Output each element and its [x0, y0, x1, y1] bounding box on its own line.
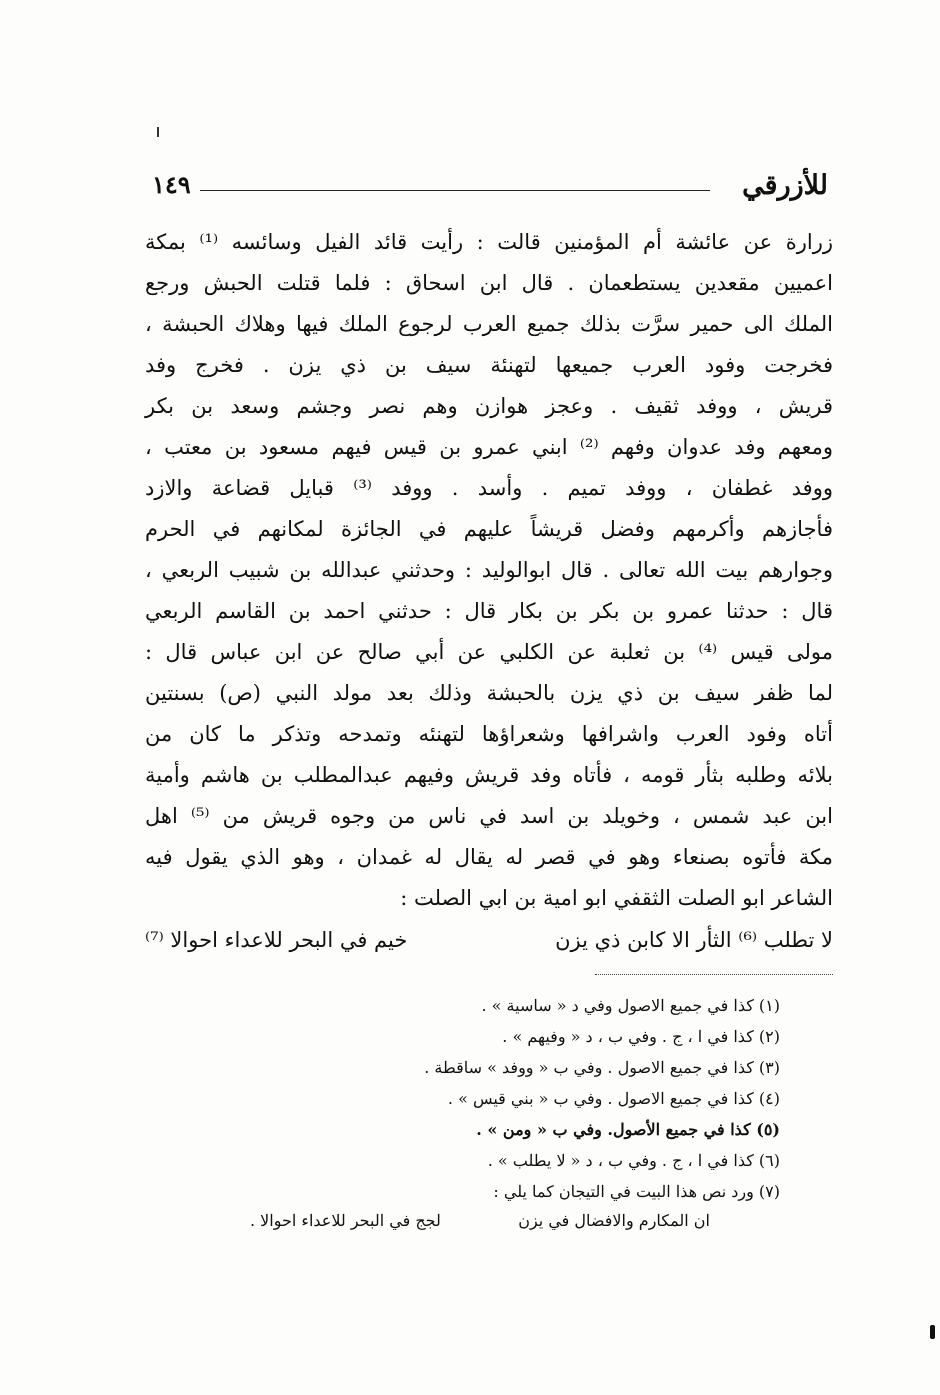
text-line: مكة فأتوه بصنعاء وهو في قصر له يقال له غمدان ، وهو الذي يقول فيه [145, 845, 833, 869]
verse-first-hemistich: لا تطلب ⁽⁶⁾ الثأر الا كابن ذي يزن [555, 928, 833, 952]
footnote: (٦) كذا في ا ، ج . وفي ب ، د « لا يطلب » . [487, 1151, 780, 1170]
text-line: مولى قيس ⁽⁴⁾ بن ثعلبة عن الكلبي عن أبي صالح عن ابن عباس قال : [145, 640, 834, 664]
running-title: للأزرقي [742, 170, 828, 201]
text-line: الشاعر ابو الصلت الثقفي ابو امية بن ابي الصلت : [400, 886, 833, 910]
footnotes [200, 990, 780, 1207]
text-line: ومعهم وفد عدوان وفهم ⁽²⁾ ابني عمرو بن قيس فيهم مسعود بن معتب ، [145, 435, 833, 459]
footnote: (٧) ورد نص هذا البيت في التيجان كما يلي : [493, 1182, 780, 1201]
text-line: ابن عبد شمس ، وخويلد بن اسد في ناس من وجوه قريش من ⁽⁵⁾ اهل [145, 804, 833, 828]
text-line: زرارة عن عائشة أم المؤمنين قالت : رأيت قائد الفيل وسائسه ⁽¹⁾ بمكة [145, 230, 833, 254]
text-line: فأجازهم وأكرمهم وفضل قريشاً عليهم في الجائزة لمكانهم في الحرم [145, 517, 833, 541]
header-rule [200, 190, 710, 191]
poem-verse [145, 918, 833, 962]
text-line: قريش ، ووفد ثقيف . وعجز هوازن وهم نصر وجشم وسعد بن بكر [145, 394, 833, 418]
footnote: (٥) كذا في جميع الأصول. وفي ب « ومن » . [476, 1120, 780, 1139]
footnote-verse-first-hemistich: ان المكارم والافضال في يزن [518, 1211, 710, 1230]
text-line: ووفد غطفان ، ووفد تميم . وأسد . ووفد ⁽³⁾ قبايل قضاعة والازد [145, 476, 833, 500]
footnote-verse-second-hemistich: لجج في البحر للاعداء احوالا . [250, 1211, 441, 1230]
footnote: (٤) كذا في جميع الاصول . وفي ب « بني قيس » . [447, 1089, 780, 1108]
text-line: وجوارهم بيت الله تعالى . قال ابوالوليد : وحدثني عبدالله بن شبيب الربعي ، [145, 558, 833, 582]
text-line: قال : حدثنا عمرو بن بكر بن بكار قال : حدثني احمد بن القاسم الربعي [145, 599, 833, 623]
scan-mark [930, 1325, 935, 1339]
footnote-verse [250, 1206, 710, 1236]
footnote-separator [595, 974, 833, 975]
text-line: اعميين مقعدين يستطعمان . قال ابن اسحاق : فلما قتلت الحبش ورجع [145, 271, 833, 295]
footnote: (١) كذا في جميع الاصول وفي د « ساسية » . [481, 996, 780, 1015]
main-text [145, 222, 833, 919]
text-line: لما ظفر سيف بن ذي يزن بالحبشة وذلك بعد مولد النبي (ص) بسنتين [145, 681, 833, 705]
text-line: الملك الى حمير سرَّت بذلك جميع العرب لرجوع الملك فيها وهلاك الحبشة ، [145, 312, 833, 336]
verse-second-hemistich: خيم في البحر للاعداء احوالا ⁽⁷⁾ [145, 928, 408, 952]
scan-mark [157, 127, 159, 137]
footnote: (٣) كذا في جميع الاصول . وفي ب « ووفد » ساقطة . [424, 1058, 780, 1077]
text-line: أتاه وفود العرب واشرافها وشعراؤها لتهنئه وتمدحه وتذكر ما كان من [145, 722, 833, 746]
page-header [140, 168, 828, 208]
footnote: (٢) كذا في ا ، ج . وفي ب ، د « وفيهم » . [502, 1027, 780, 1046]
text-line: فخرجت وفود العرب جميعها لتهنئة سيف بن ذي يزن . فخرج وفد [145, 353, 833, 377]
text-line: بلائه وطلبه بثأر قومه ، فأتاه وفد قريش وفيهم عبدالمطلب بن هاشم وأمية [145, 763, 833, 787]
page-number: ١٤٩ [152, 170, 191, 199]
